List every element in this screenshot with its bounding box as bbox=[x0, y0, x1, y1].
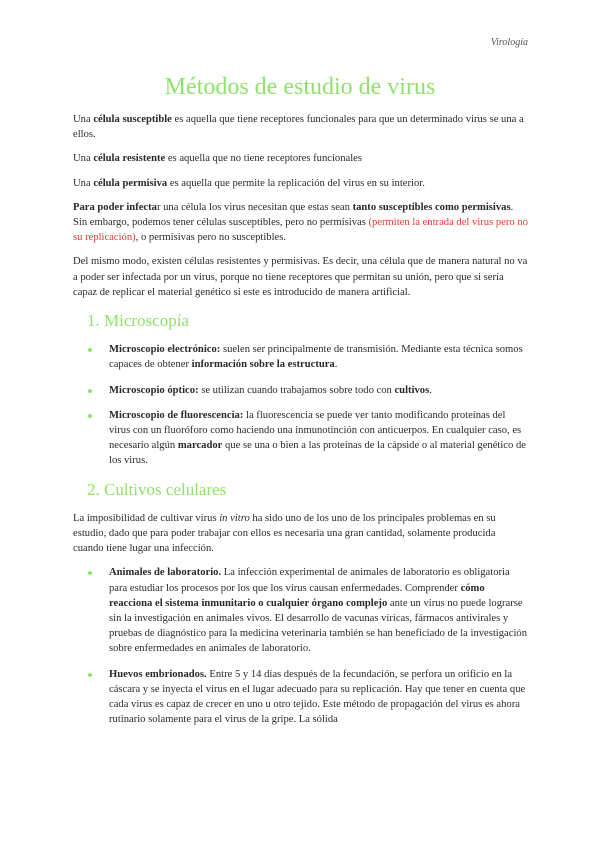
bullet-icon bbox=[88, 348, 92, 352]
section-heading-microscopy: 1. Microscopía bbox=[87, 311, 189, 331]
bullet-icon bbox=[88, 673, 92, 677]
running-header: Virología bbox=[490, 37, 528, 48]
definition-susceptible: Una célula susceptible es aquella que tiene receptores funcionales para que un determinado virus se una a ellos. bbox=[73, 114, 524, 141]
section-heading-cell-cultures: 2. Cultivos celulares bbox=[87, 479, 227, 499]
bullet-icon bbox=[88, 571, 92, 575]
paragraph-infection: Para poder infectar una célula los virus necesitan que estas sean tanto susceptibles como permisivas. Sin embargo, podemos tener células susceptibles, pero no permisivas (permiten la entrada del virus pero no su replicación), o permisivas pero no susceptibles. bbox=[73, 201, 528, 244]
paragraph-cultures-intro: La imposibilidad de cultivar virus in vitro ha sido uno de los uno de los principales problemas en su estudio, dado que para poder trabajar con ellos es necesaria una gran cantidad, solamente producida cuando tiene lugar una infección. bbox=[73, 512, 496, 555]
page-title: Métodos de estudio de virus bbox=[164, 74, 436, 100]
paragraph-resistant-permissive: Del mismo modo, existen células resistentes y permisivas. Es decir, una célula que de manera natural no va a poder ser infectada por un virus, porque no tiene receptores que permitan su unión, pero que si sería capaz de replicar el material genético si este es introducido de manera artificial. bbox=[73, 256, 528, 298]
red-note: (permiten la entrada del virus pero no su replicación) bbox=[73, 217, 528, 244]
list-item: Microscopio de fluorescencia: la fluorescencia se puede ver tanto modificando proteínas del virus con un fluoróforo como haciendo una inmunotinción con anticuerpos. En cualquier caso, es necesario algún marcador que se una o bien a las proteínas de la cápside o al material genético de los virus. bbox=[73, 408, 528, 469]
list-item: Microscopio óptico: se utilizan cuando trabajamos sobre todo con cultivos. bbox=[73, 383, 528, 398]
bullet-icon bbox=[88, 389, 92, 393]
document-body bbox=[73, 112, 528, 738]
definition-resistant: Una célula resistente es aquella que no tiene receptores funcionales bbox=[73, 153, 362, 165]
microscopy-list bbox=[73, 342, 528, 468]
list-item: Animales de laboratorio. La infección experimental de animales de laboratorio es obligatoria para estudiar los procesos por los que los virus causan enfermedades. Comprender cómo reacciona el sistema inmunitario o cualquier órgano complejo ante un virus no puede lograrse sin la investigación en animales vivos. El desarrollo de vacunas víricas, fármacos antivirales y pruebas de diagnóstico para la medicina veterinaria también se han beneficiado de la investigación sobre enfermedades en animales de laboratorio. bbox=[73, 565, 528, 656]
list-item: Microscopio electrónico: suelen ser principalmente de transmisión. Mediante esta técnica somos capaces de obtener información sobre la estructura. bbox=[73, 342, 528, 372]
definition-permissive: Una célula permisiva es aquella que permite la replicación del virus en su interior. bbox=[73, 177, 425, 189]
cultures-list bbox=[73, 565, 528, 727]
list-item: Huevos embrionados. Entre 5 y 14 días después de la fecundación, se perfora un orificio en la cáscara y se inyecta el virus en el lugar adecuado para su replicación. Hay que tener en cuenta que cada virus es capaz de crecer en uno u otro tejido. Este método de propagación del virus es ahora rutinario solamente para el virus de la gripe. La sólida bbox=[73, 667, 528, 728]
bullet-icon bbox=[88, 414, 92, 418]
